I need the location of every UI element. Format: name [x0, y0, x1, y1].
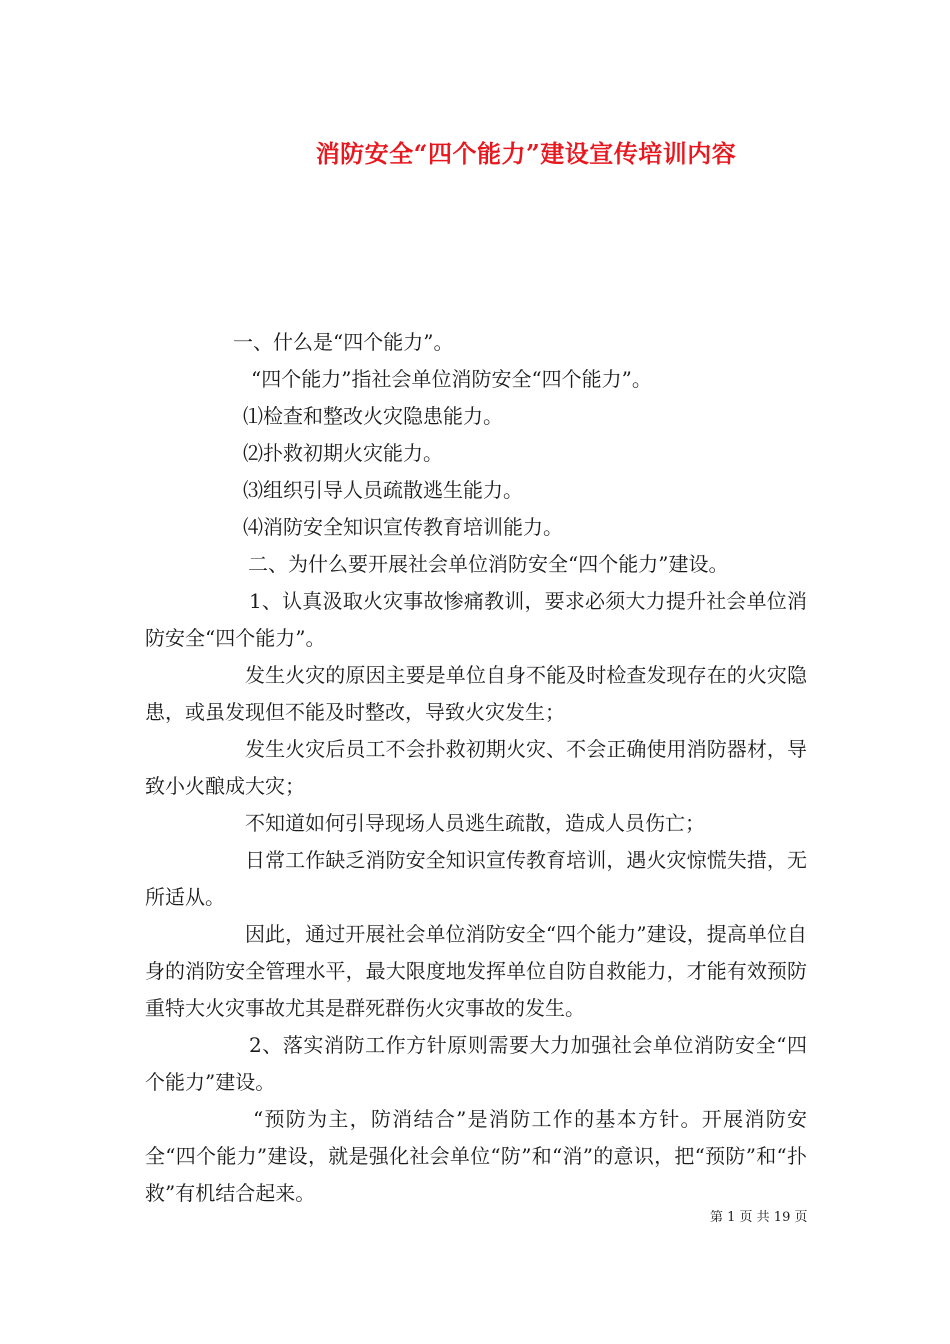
subsection-heading: 1、认真汲取火灾事故惨痛教训，要求必须大力提升社会单位消防安全“四个能力”。: [145, 589, 807, 650]
list-item: ⑶组织引导人员疏散逃生能力。: [243, 478, 523, 502]
page-title: 消防安全“四个能力”建设宣传培训内容: [315, 139, 737, 168]
body-paragraph: 发生火灾的原因主要是单位自身不能及时检查发现存在的火灾隐患，或虽发现但不能及时整改，导致火灾发生；: [145, 663, 807, 724]
list-item: ⑷消防安全知识宣传教育培训能力。: [243, 515, 563, 539]
subsection-heading: 2、落实消防工作方针原则需要大力加强社会单位消防安全“四个能力”建设。: [145, 1033, 807, 1094]
definition-paragraph: “四个能力”指社会单位消防安全“四个能力”。: [251, 367, 652, 391]
list-item: ⑵扑救初期火灾能力。: [243, 441, 443, 465]
body-paragraph: 不知道如何引导现场人员逃生疏散，造成人员伤亡；: [245, 811, 705, 835]
list-item: ⑴检查和整改火灾隐患能力。: [243, 404, 503, 428]
document-body: [145, 324, 807, 1212]
body-paragraph: 因此，通过开展社会单位消防安全“四个能力”建设，提高单位自身的消防安全管理水平，最大限度地发挥单位自防自救能力，才能有效预防重特大火灾事故尤其是群死群伤火灾事故的发生。: [145, 922, 807, 1020]
body-paragraph: 发生火灾后员工不会扑救初期火灾、不会正确使用消防器材，导致小火酿成大灾；: [145, 737, 807, 798]
section-heading-1: 一、什么是“四个能力”。: [233, 330, 454, 354]
section-heading-2: 二、为什么要开展社会单位消防安全“四个能力”建设。: [248, 552, 729, 576]
body-paragraph: “预防为主，防消结合”是消防工作的基本方针。开展消防安全“四个能力”建设，就是强化社会单位“防”和“消”的意识，把“预防”和“扑救”有机结合起来。: [145, 1107, 807, 1205]
body-paragraph: 日常工作缺乏消防安全知识宣传教育培训，遇火灾惊慌失措，无所适从。: [145, 848, 807, 909]
page-number-footer: 第 1 页 共 19 页: [710, 1210, 808, 1225]
